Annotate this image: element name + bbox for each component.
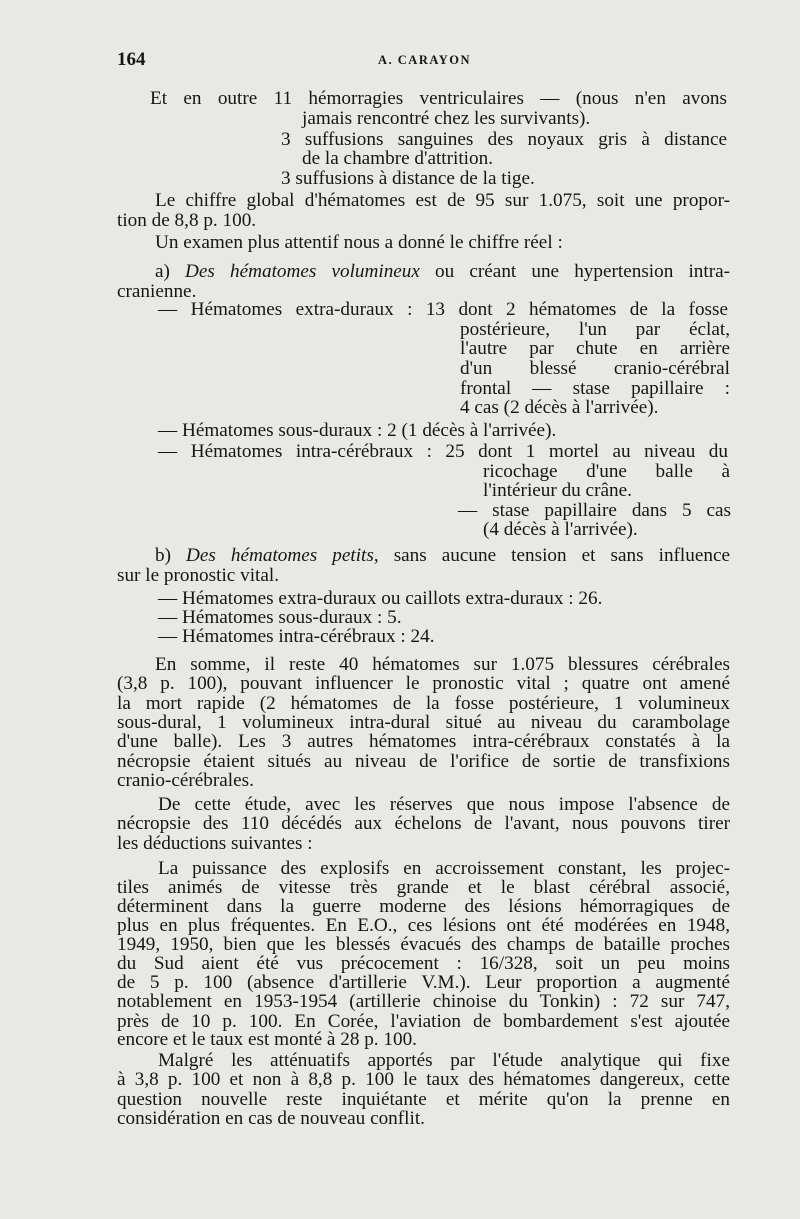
text-line: postérieure, l'un par éclat,	[460, 319, 730, 340]
running-header	[117, 49, 732, 73]
text-line: La puissance des explosifs en accroissement constant, les projec-	[158, 858, 730, 879]
text-line: plus en plus fréquentes. En E.O., ces lésions ont été modérées en 1948,	[117, 915, 730, 936]
text-line: l'intérieur du crâne.	[483, 480, 632, 501]
text-line: Et en outre 11 hémorragies ventriculaires — (nous n'en avons	[150, 88, 727, 109]
text-line: tiles animés de vitesse très grande et le blast cérébral associé,	[117, 877, 730, 898]
text-line: jamais rencontré chez les survivants).	[302, 108, 591, 129]
text-line: question nouvelle reste inquiétante et mérite qu'on la prenne en	[117, 1089, 730, 1110]
text-line: cranienne.	[117, 281, 197, 302]
text-line: — Hématomes extra-duraux : 13 dont 2 hématomes de la fosse	[158, 299, 728, 320]
page-number: 164	[117, 49, 146, 70]
text-line: nécropsie étaient situés au niveau de l'orifice de sortie de transfixions	[117, 751, 730, 772]
text-line: près de 10 p. 100. En Corée, l'aviation de bombardement s'est ajoutée	[117, 1011, 730, 1032]
text-line: — stase papillaire dans 5 cas	[458, 500, 731, 521]
text-line	[155, 263, 730, 281]
text-line: — Hématomes intra-cérébraux : 24.	[158, 626, 435, 647]
text-line: 4 cas (2 décès à l'arrivée).	[460, 397, 659, 418]
text-line: l'autre par chute en arrière	[460, 338, 730, 359]
text-line: nécropsie des 110 décédés aux échelons de l'avant, nous pouvons tirer	[117, 813, 730, 834]
text-line: Le chiffre global d'hématomes est de 95 sur 1.075, soit une propor-	[155, 190, 730, 211]
text-line: Un examen plus attentif nous a donné le chiffre réel :	[155, 232, 563, 253]
text-line: En somme, il reste 40 hématomes sur 1.075 blessures cérébrales	[155, 654, 730, 675]
running-head-author: A. CARAYON	[377, 53, 471, 67]
text-line: frontal — stase papillaire :	[460, 378, 730, 399]
text-line: 3 suffusions sanguines des noyaux gris à distance	[281, 129, 727, 150]
italic-heading: Des hématomes petits	[186, 545, 374, 566]
text-line: sous-dural, 1 volumineux intra-dural situé au niveau du carambolage	[117, 712, 730, 733]
text-line: déterminent dans la guerre moderne des lésions hémorragiques de	[117, 896, 730, 917]
text-line: notablement en 1953-1954 (artillerie chinoise du Tonkin) : 72 sur 747,	[117, 991, 730, 1012]
line-text: , sans aucune tension et sans influence	[373, 545, 730, 566]
text-line: d'une balle). Les 3 autres hématomes intra-cérébraux constatés à la	[117, 731, 730, 752]
text-line: de 5 p. 100 (absence d'artillerie V.M.). Leur proportion a augmenté	[117, 972, 730, 993]
text-line: De cette étude, avec les réserves que nous impose l'absence de	[158, 794, 730, 815]
text-line: les déductions suivantes :	[117, 833, 313, 854]
text-line: — Hématomes sous-duraux : 5.	[158, 607, 402, 628]
text-line: 1949, 1950, bien que les blessés évacués des champs de bataille proches	[117, 934, 730, 955]
list-marker: a)	[155, 261, 186, 282]
text-line: 3 suffusions à distance de la tige.	[281, 168, 535, 189]
text-line: du Sud aient été vus précocement : 16/328, soit un peu moins	[117, 953, 730, 974]
text-line: (3,8 p. 100), pouvant influencer le pronostic vital ; quatre ont amené	[117, 673, 730, 694]
text-line: de la chambre d'attrition.	[302, 148, 493, 169]
line-text: ou créant une hypertension intra-	[419, 261, 731, 282]
list-marker: b)	[155, 545, 187, 566]
text-line: — Hématomes extra-duraux ou caillots extra-duraux : 26.	[158, 588, 603, 609]
text-line: sur le pronostic vital.	[117, 565, 279, 586]
text-line: d'un blessé cranio-cérébral	[460, 358, 730, 379]
text-line: la mort rapide (2 hématomes de la fosse postérieure, 1 volumineux	[117, 693, 730, 714]
text-line: ricochage d'une balle à	[483, 461, 730, 482]
text-line: — Hématomes sous-duraux : 2 (1 décès à l'arrivée).	[158, 420, 557, 441]
text-line: tion de 8,8 p. 100.	[117, 210, 257, 231]
text-line: à 3,8 p. 100 et non à 8,8 p. 100 le taux des hématomes dangereux, cette	[117, 1069, 730, 1090]
italic-heading: Des hématomes volumineux	[185, 261, 420, 282]
text-line: considération en cas de nouveau conflit.	[117, 1108, 425, 1129]
text-line: Malgré les atténuatifs apportés par l'étude analytique qui fixe	[158, 1050, 730, 1071]
text-line: encore et le taux est monté à 28 p. 100.	[117, 1029, 417, 1050]
text-line: — Hématomes intra-cérébraux : 25 dont 1 mortel au niveau du	[158, 441, 728, 462]
text-line	[155, 547, 730, 565]
text-line: cranio-cérébrales.	[117, 770, 254, 791]
text-line: (4 décès à l'arrivée).	[483, 519, 638, 540]
